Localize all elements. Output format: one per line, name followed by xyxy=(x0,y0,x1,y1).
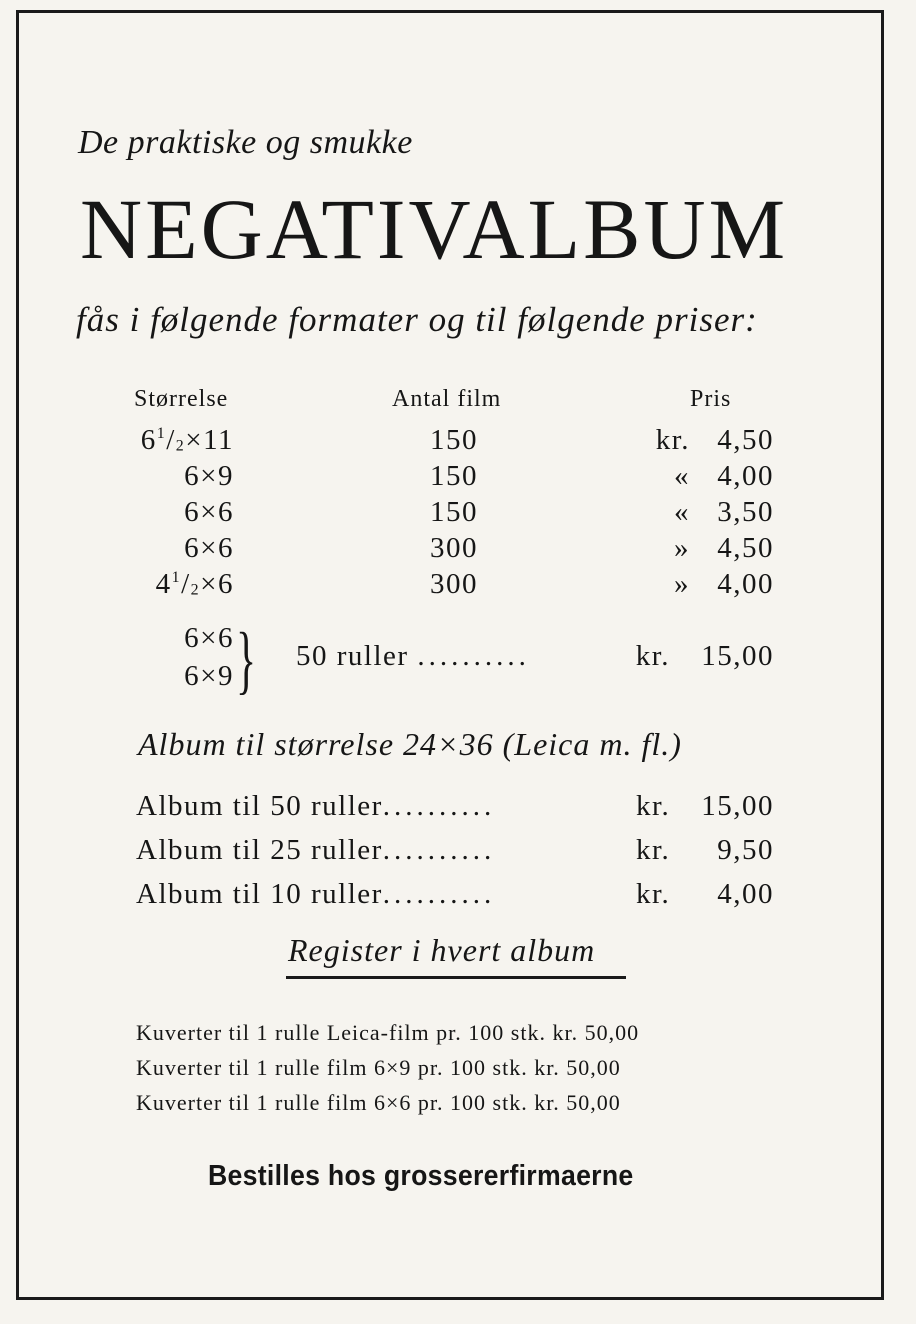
leader-dots: .......... xyxy=(417,640,530,672)
price-prefix: « xyxy=(674,460,690,492)
price-cell: 15,00 xyxy=(701,790,774,822)
price-cell: 9,50 xyxy=(717,834,774,866)
intro-text: De praktiske og smukke xyxy=(78,124,413,161)
brace: } xyxy=(236,618,257,702)
column-header-size: Størrelse xyxy=(134,386,229,412)
price-prefix: » xyxy=(674,532,690,564)
bundle-label: 50 ruller .......... xyxy=(296,640,530,672)
envelope-line: Kuverter til 1 rulle Leica-film pr. 100 stk. kr. 50,00 xyxy=(136,1020,640,1045)
count-cell: 300 xyxy=(430,532,478,564)
price-prefix: kr. xyxy=(635,640,670,672)
count-cell: 150 xyxy=(430,424,478,456)
count-cell: 150 xyxy=(430,496,478,528)
price-cell: 4,00 xyxy=(717,568,774,600)
size-cell: 6×6 xyxy=(184,496,234,528)
size-cell: 6×9 xyxy=(184,460,234,492)
size-cell: $6^1/_2\times 11$ xyxy=(140,424,234,456)
order-footer: Bestilles hos grossererfirmaerne xyxy=(208,1160,634,1192)
price-prefix: kr. xyxy=(636,790,671,822)
subheadline: fås i følgende formater og til følgende priser: xyxy=(76,300,758,339)
price-prefix: « xyxy=(674,496,690,528)
count-cell: 150 xyxy=(430,460,478,492)
size-cell: 6×6 xyxy=(184,532,234,564)
leader-dots: .......... xyxy=(382,790,496,822)
envelope-line: Kuverter til 1 rulle film 6×6 pr. 100 stk. kr. 50,00 xyxy=(136,1090,621,1115)
leader-dots: .......... xyxy=(382,878,496,910)
headline: NEGATIVALBUM xyxy=(80,181,789,277)
price-row xyxy=(0,424,916,460)
price-cell: 15,00 xyxy=(701,640,774,672)
register-note: Register i hvert album xyxy=(288,932,596,968)
price-prefix: kr. xyxy=(655,424,690,456)
bundle-row xyxy=(0,640,916,676)
price-cell: 4,00 xyxy=(717,460,774,492)
price-row xyxy=(0,532,916,568)
leader-dots: .......... xyxy=(382,834,496,866)
bundle-size: 6×9 xyxy=(184,660,234,692)
price-prefix: » xyxy=(674,568,690,600)
register-underline xyxy=(286,976,626,979)
bundle-size: 6×6 xyxy=(184,622,234,654)
price-cell: 3,50 xyxy=(717,496,774,528)
album-heading: Album til størrelse 24×36 (Leica m. fl.) xyxy=(138,726,682,762)
column-header-count: Antal film xyxy=(392,386,502,412)
envelope-line: Kuverter til 1 rulle film 6×9 pr. 100 stk. kr. 50,00 xyxy=(136,1055,621,1080)
size-cell: $4^1/_2\times 6$ xyxy=(155,568,234,600)
price-row xyxy=(0,568,916,604)
price-prefix: kr. xyxy=(636,834,671,866)
album-label: Album til 50 ruller.......... xyxy=(136,790,496,822)
price-row xyxy=(0,496,916,532)
column-header-price: Pris xyxy=(690,386,732,412)
album-label: Album til 10 ruller.......... xyxy=(136,878,496,910)
price-cell: 4,50 xyxy=(717,424,774,456)
price-cell: 4,50 xyxy=(717,532,774,564)
price-row xyxy=(0,460,916,496)
price-prefix: kr. xyxy=(636,878,671,910)
price-cell: 4,00 xyxy=(717,878,774,910)
count-cell: 300 xyxy=(430,568,478,600)
album-label: Album til 25 ruller.......... xyxy=(136,834,496,866)
